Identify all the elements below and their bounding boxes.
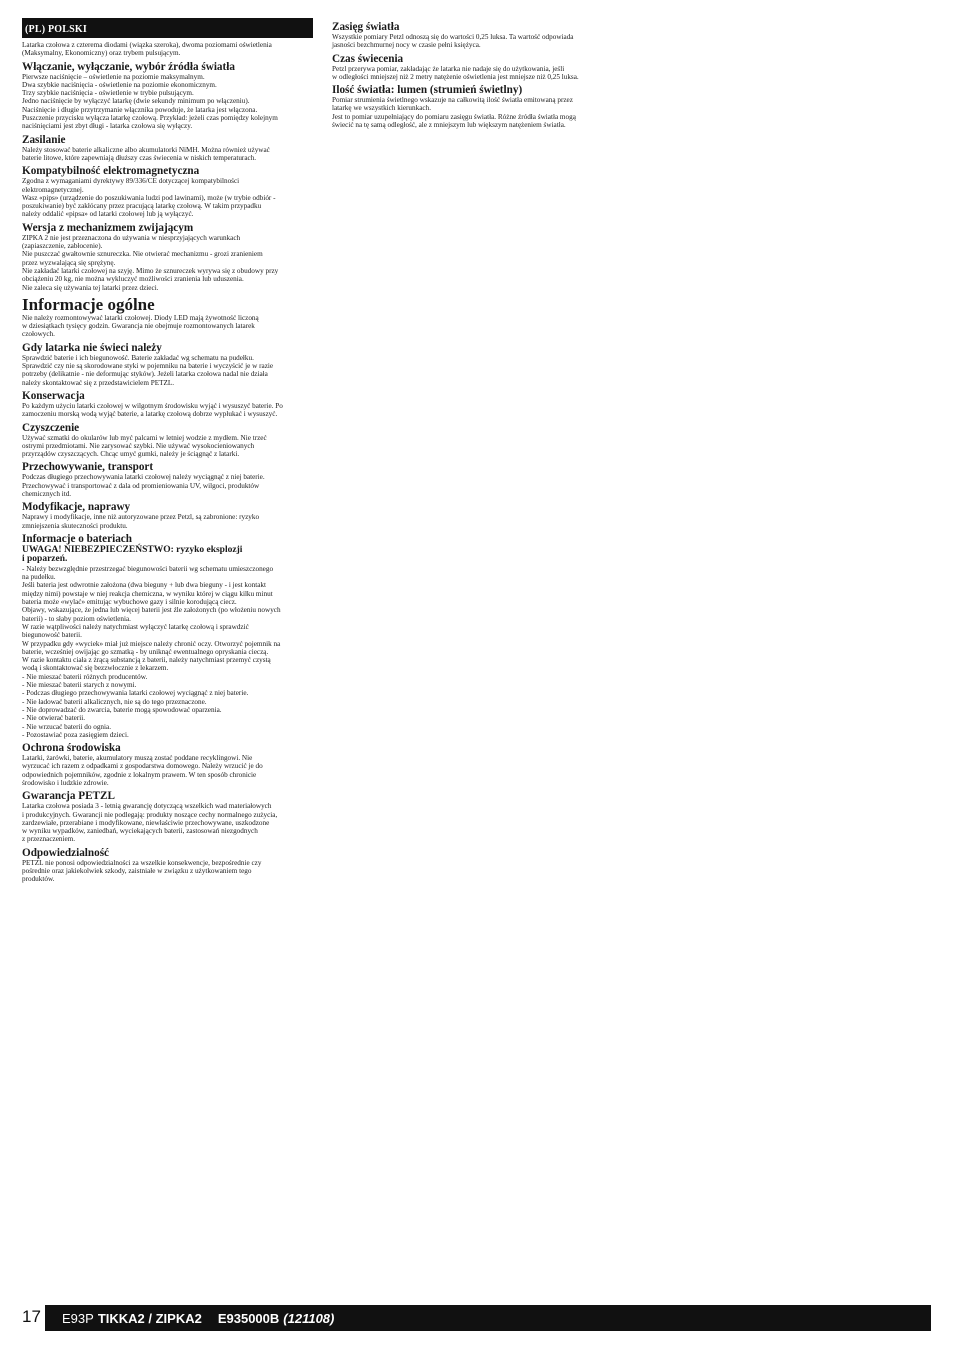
section-body: Podczas długiego przechowywania latarki czołowej należy wyciągnąć z niej baterie. Przechowywać i transportować z dala od promieniowania UV, wilgoci, produktów chemicznych itd.: [22, 473, 265, 498]
footer-docref: E935000B: [217, 1310, 280, 1326]
section-body: Latarka czołowa posiada 3 - letnią gwarancję dotyczącą wszelkich wad materiałowych i produkcyjnych. Gwarancji nie podlegają: produkty noszące cechy normalnego zużycia, zardzewiałe, przerabiane i modyfikowane, niewłaściwie przechowywane, uszkodzone w wyniku wypadków, zaniedbań, wyciekających baterii, zastosowań niezgodnych z przeznaczeniem.: [22, 802, 278, 844]
section-heading: Modyfikacje, naprawy: [22, 501, 131, 514]
section-heading: Informacje o bateriach: [22, 532, 132, 545]
footer-code: E93P: [62, 1310, 94, 1326]
section-body: - Należy bezwzględnie przestrzegać biegunowości baterii wg schematu umieszczonego na pudełku. Jeśli bateria jest odwrotnie założona (dwa bieguny + lub dwa bieguny - i jest kontakt między nimi) powstaje w niej reakcja chemiczna, w wyniku której w ciągu kilku minut bateria może «wylać» emitując wybuchowe gazy i silnie korodującą ciecz. Objawy, wskazujące, że jedna lub więcej baterii jest źle założonych (po włożeniu nowych baterii) - to słaby poziom oświetlenia. W razie wątpliwości należy natychmiast wyłączyć latarkę czołową i sprawdzić biegunowość baterii. W przypadku gdy «wyciek» miał już miejsce należy chronić oczy. Otworzyć pojemnik na baterie, wcześniej owijając go szmatką - by uniknąć ewentualnego opryskania cieczą. W razie kontaktu ciała z żrącą substancją z baterii, należy natychmiast przemyć czystą wodą i skontaktować się bezzwłocznie z lekarzem. - Nie mieszać baterii różnych producentów. - Nie mieszać baterii starych z nowymi. - Podczas długiego przechowywania latarki czołowej wyciągnąć z niej baterie. - Nie ładować baterii alkalicznych, nie są do tego przeznaczone. - Nie doprowadzać do zwarcia, baterie mogą spowodować oparzenia. - Nie otwierać baterii. - Nie wrzucać baterii do ognia. - Pozostawiać poza zasięgiem dzieci.: [22, 564, 281, 739]
section: [22, 461, 313, 498]
left-sections: [22, 61, 313, 884]
section-body: PETZL nie ponosi odpowiedzialności za wszelkie konsekwencje, bezpośrednie czy pośrednie oraz jakiekolwiek szkody, zaistniałe w związku z użytkowaniem tego produktów.: [22, 858, 262, 884]
section-body: Pierwsze naciśnięcie – oświetlenie na poziomie maksymalnym. Dwa szybkie naciśnięcia - oświetlenie na poziomie ekonomicznym. Trzy szybkie naciśnięcia - oświetlenie w trybie pulsującym. Jedno naciśnięcie by wyłączyć latarkę (dwie sekundy minimum po włączeniu). Naciśnięcie i długie przytrzymanie włącznika powoduje, że latarka jest włączona. Puszczenie przycisku wyłącza latarkę czołową. Przykład: jeżeli czas pomiędzy kolejnym naciśnięciami jest zbyt długi - latarka czołowa się wyłączy.: [22, 72, 278, 131]
section-heading: Włączanie, wyłączanie, wybór źródła światła: [22, 60, 235, 73]
section-heading: Ilość światła: lumen (strumień świetlny): [332, 84, 523, 97]
section-warning: UWAGA! NIEBEZPIECZEŃSTWO: ryzyko eksplozji i poparzeń.: [22, 544, 243, 565]
section-heading: Informacje ogólne: [22, 294, 155, 314]
section-body: ZIPKA 2 nie jest przeznaczona do używania w niesprzyjających warunkach (zapiaszczenie, zabłocenie). Nie puszczać gwałtownie sznureczka. Nie otwierać mechanizmu - grozi zranieniem przez wyzwalającą się sprężynę. Nie zakładać latarki czołowej na szyję. Mimo że sznureczek wyrywa się z obudowy przy obciążeniu 20 kg, nie można wykluczyć możliwości zranienia lub uduszenia. Nie zaleca się używania tej latarki przez dzieci.: [22, 233, 279, 292]
section-body: Latarki, żarówki, baterie, akumulatory muszą zostać poddane recyklingowi. Nie wyrzucać ich razem z odpadkami z gospodarstwa domowego. Należy wrzucić je do odpowiednich pojemników, zgodnie z lokalnym prawem. W ten sposób chronicie środowisko i ludzkie zdrowie.: [22, 754, 263, 787]
section-body: Wszystkie pomiary Petzl odnoszą się do wartości 0,25 luksa. Ta wartość odpowiada jasności bezchmurnej nocy w czasie pełni księżyca.: [332, 33, 574, 50]
page-footer: [0, 1302, 954, 1332]
section: [22, 61, 313, 131]
section: [22, 533, 313, 739]
section: [22, 222, 313, 292]
section: [332, 53, 612, 82]
footer-product: TIKKA2 / ZIPKA2: [97, 1310, 202, 1326]
section-body: Używać szmatki do okularów lub myć palcami w letniej wodzie z mydłem. Nie trzeć ostrymi przedmiotami. Nie zarysować szybki. Nie używać wysokocieniowanych przyrządów czyszczących. Chcąc umyć gumki, należy je ściągnąć z latarki.: [22, 433, 267, 459]
section-body: Naprawy i modyfikacje, inne niż autoryzowane przez Petzl, są zabronione: ryzyko zmniejszenia skuteczności produktu.: [22, 513, 260, 530]
section-heading: Konserwacja: [22, 389, 85, 402]
section: [22, 790, 313, 843]
footer-bar: [45, 1305, 931, 1331]
section: [22, 847, 313, 884]
section: [22, 342, 313, 387]
section-body: Należy stosować baterie alkaliczne albo akumulatorki NiMH. Można również używać baterie litowe, które zapewniają dłuższy czas świecenia w niskich temperaturach.: [22, 145, 270, 162]
section-heading: Kompatybilność elektromagnetyczna: [22, 165, 200, 178]
section: [22, 390, 313, 419]
section: [22, 422, 313, 459]
section-heading: Odpowiedzialność: [22, 846, 110, 859]
language-header: (PL) POLSKI: [22, 18, 313, 38]
section-heading: Wersja z mechanizmem zwijającym: [22, 221, 194, 234]
section-heading: Czyszczenie: [22, 421, 80, 434]
section: [332, 84, 612, 129]
right-sections: [332, 21, 612, 129]
section-body: Pomiar strumienia świetlnego wskazuje na całkowitą ilość światła emitowaną przez latarkę we wszystkich kierunkach. Jest to pomiar uzupełniający do pomiaru zasięgu światła. Różne źródła światła mogą świecić na tę samą odległość, ale z mniejszym lub większym natężeniem światła.: [332, 96, 576, 130]
section-heading: Ochrona środowiska: [22, 742, 121, 755]
section-heading: Czas świecenia: [332, 52, 404, 65]
section-heading: Zasilanie: [22, 133, 66, 146]
section: [22, 501, 313, 530]
intro-text: Latarka czołowa z czterema diodami (wiązka szeroka), dwoma poziomami oświetlenia (Maksymalny, Ekonomiczny) oraz trybem pulsującym.: [22, 41, 272, 58]
section: [22, 296, 313, 339]
section-heading: Zasięg światła: [332, 21, 400, 33]
section-body: Petzl przerywa pomiar, zakładając że latarka nie nadaje się do użytkowania, jeśli w odległości mniejszej niż 2 metry natężenie oświetlenia jest mniejsze niż 0,25 luksa.: [332, 64, 579, 81]
section-heading: Gdy latarka nie świeci należy: [22, 341, 162, 354]
footer-date: (121108): [283, 1310, 335, 1326]
section-heading: Przechowywanie, transport: [22, 461, 154, 474]
section: [22, 134, 313, 163]
right-column: [332, 18, 612, 129]
section: [22, 742, 313, 787]
section-body: Po każdym użyciu latarki czołowej w wilgotnym środowisku wyjąć i wysuszyć baterie. Po zamoczeniu morską wodą wyjąć baterie, a latarkę czołową dobrze wypłukać i wysuszyć.: [22, 401, 283, 419]
section-body: Sprawdzić baterie i ich biegunowość. Baterie zakładać wg schematu na pudełku. Sprawdzić czy nie są skorodowane styki w pojemniku na baterie i wyczyścić je w razie potrzeby (delikatnie - nie deformując styków). Jeżeli latarka czołowa nadal nie działa należy skontaktować się z przedstawicielem PETZL.: [22, 353, 274, 387]
section-heading: Gwarancja PETZL: [22, 790, 115, 803]
section-body: Nie należy rozmontowywać latarki czołowej. Diody LED mają żywotność liczoną w dziesiątkach tysięcy godzin. Gwarancja nie obejmuje rozmontowanych latarek czołowych.: [22, 313, 259, 339]
intro-section: [22, 41, 313, 58]
left-column: [22, 18, 313, 884]
page-number: 17: [22, 1307, 41, 1326]
section: [332, 21, 612, 50]
section: [22, 165, 313, 218]
section-body: Zgodna z wymaganiami dyrektywy 89/336/CE dotyczącej kompatybilności elektromagnetycznej. Wasz «pips» (urządzenie do poszukiwania ludzi pod lawinami), może (w trybie odbiór - poszukiwanie) być zakłócany przez pracującą latarkę czołową. W takim przypadku należy oddalić «pipsa» od latarki czołowej lub ją wyłączyć.: [22, 177, 276, 219]
